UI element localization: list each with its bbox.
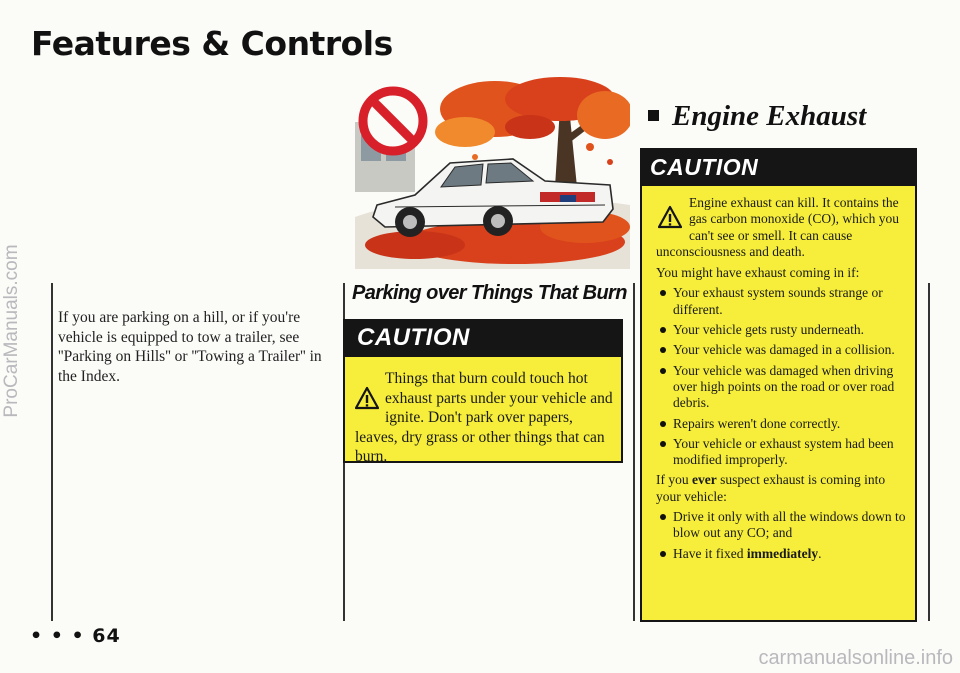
list-item: Repairs weren't done correctly.: [656, 416, 907, 432]
text-run: .: [818, 545, 822, 561]
page-number: • • • 64: [30, 625, 121, 647]
list-item: Your vehicle gets rusty underneath.: [656, 322, 907, 338]
parking-over-leaves-illustration: [355, 77, 630, 269]
left-column-rule: [51, 283, 53, 621]
right-column-rule: [928, 283, 930, 621]
text-run: Have it fixed: [673, 545, 747, 561]
warning-triangle-icon: [658, 205, 682, 229]
caution-parking-text: Things that burn could touch hot exhaust parts under your vehicle and ignite. Don't park over papers, leaves, dry grass or other things that can burn.: [355, 370, 613, 465]
list-item: [656, 546, 907, 562]
action-list: [656, 509, 907, 562]
text-run: suspect exhaust is coming into your vehicle:: [656, 472, 886, 504]
section-title: Features & Controls: [31, 24, 393, 63]
body-paragraph: If you are parking on a hill, or if you're vehicle is equipped to tow a trailer, see ''Parking on Hills'' or ''Towing a Trailer'' in the Index.: [58, 309, 322, 385]
square-bullet-icon: [648, 110, 659, 121]
caution-exhaust-body: [642, 186, 915, 562]
caution-label: CAUTION: [642, 150, 915, 186]
emphasis-ever: ever: [692, 472, 717, 488]
engine-exhaust-title: Engine Exhaust: [672, 100, 867, 132]
list-item: Your vehicle was damaged in a collision.: [656, 342, 907, 358]
list-item: Drive it only with all the windows down to blow out any CO; and: [656, 509, 907, 542]
exhaust-sign-list: [656, 285, 907, 468]
watermark-bottom: carmanualsonline.info: [758, 647, 953, 669]
watermark-left: ProCarManuals.com: [1, 244, 22, 418]
no-symbol-icon: [363, 91, 423, 151]
caution-intro-text: Engine exhaust can kill. It contains the gas carbon monoxide (CO), which you can't see or smell. It can cause unconsciousness and death.: [656, 195, 899, 259]
warning-triangle-icon: [355, 386, 379, 410]
list-lead: You might have exhaust coming in if:: [656, 265, 860, 281]
caution-box-parking: [343, 319, 623, 463]
caution-label: CAUTION: [345, 321, 621, 357]
text-run: If you: [656, 472, 692, 488]
engine-exhaust-heading: [648, 100, 866, 133]
parking-heading: Parking over Things That Burn: [352, 282, 627, 304]
list-lead-suspect: [656, 472, 907, 505]
list-item: Your exhaust system sounds strange or different.: [656, 285, 907, 318]
list-item: Your vehicle was damaged when driving over high points on the road or over road debris.: [656, 363, 907, 412]
list-item: Your vehicle or exhaust system had been modified improperly.: [656, 436, 907, 469]
caution-intro: [656, 195, 907, 260]
middle-right-rule: [633, 283, 635, 621]
caution-box-exhaust: [640, 148, 917, 622]
caution-text: [345, 357, 621, 467]
emphasis-immediately: immediately: [746, 545, 819, 561]
